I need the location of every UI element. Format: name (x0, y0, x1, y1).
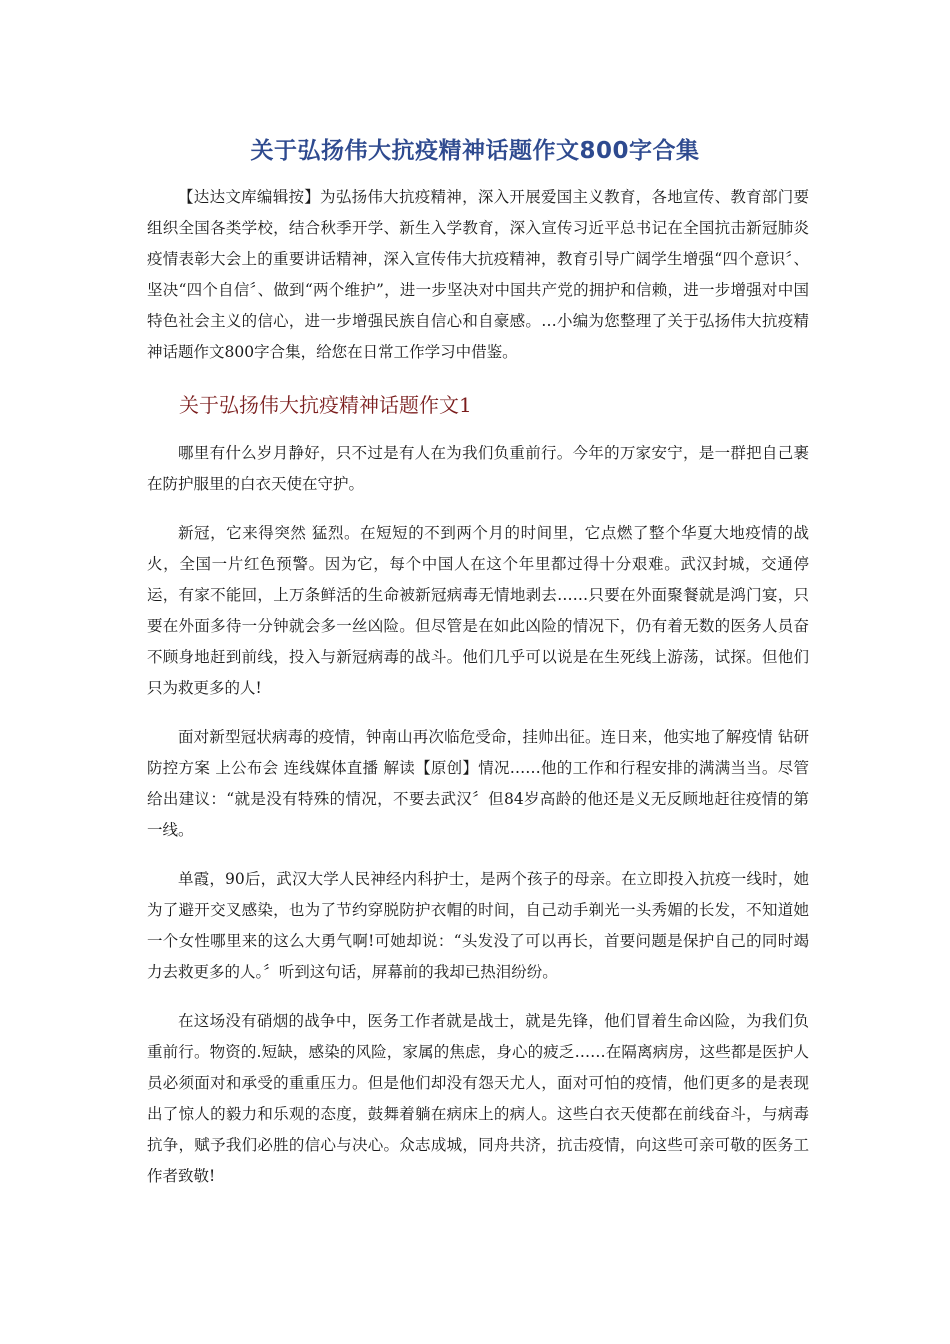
body-paragraph: 哪里有什么岁月静好，只不过是有人在为我们负重前行。今年的万家安宁，是一群把自己裹在防护服里的白衣天使在守护。 (147, 444, 809, 493)
section-heading: 关于弘扬伟大抗疫精神话题作文1 (179, 393, 472, 417)
body-paragraph: 新冠，它来得突然 猛烈。在短短的不到两个月的时间里，它点燃了整个华夏大地疫情的战火，全国一片红色预警。因为它，每个中国人在这个年里都过得十分艰难。武汉封城，交通停运，有家不能回，上万条鲜活的生命被新冠病毒无情地剥去……只要在外面聚餐就是鸿门宴，只要在外面多待一分钟就会多一丝凶险。但尽管是在如此凶险的情况下，仍有着无数的医务人员奋不顾身地赶到前线，投入与新冠病毒的战斗。他们几乎可以说是在生死线上游荡，试探。但他们只为救更多的人! (147, 524, 809, 697)
document-title: 关于弘扬伟大抗疫精神话题作文800字合集 (250, 138, 700, 164)
intro-paragraph: 【达达文库编辑按】为弘扬伟大抗疫精神，深入开展爱国主义教育，各地宣传、教育部门要组织全国各类学校，结合秋季开学、新生入学教育，深入宣传习近平总书记在全国抗击新冠肺炎疫情表彰大会上的重要讲话精神，深入宣传伟大抗疫精神，教育引导广阔学生增强“四个意识〞、坚决“四个自信〞、做到“两个维护”，进一步坚决对中国共产党的拥护和信赖，进一步增强对中国特色社会主义的信心，进一步增强民族自信心和自豪感。…小编为您整理了关于弘扬伟大抗疫精神话题作文800字合集，给您在日常工作学习中借鉴。 (147, 188, 809, 361)
body-paragraph: 在这场没有硝烟的战争中，医务工作者就是战士，就是先锋，他们冒着生命凶险，为我们负重前行。物资的.短缺，感染的风险，家属的焦虑，身心的疲乏……在隔离病房，这些都是医护人员必须面对和承受的重重压力。但是他们却没有怨天尤人，面对可怕的疫情，他们更多的是表现出了惊人的毅力和乐观的态度，鼓舞着躺在病床上的病人。这些白衣天使都在前线奋斗，与病毒抗争，赋予我们必胜的信心与决心。众志成城，同舟共济，抗击疫情，向这些可亲可敬的医务工作者致敬! (147, 1012, 809, 1185)
body-paragraph: 单霞，90后，武汉大学人民神经内科护士，是两个孩子的母亲。在立即投入抗疫一线时，她为了避开交叉感染，也为了节约穿脱防护衣帽的时间，自己动手剃光一头秀媚的长发，不知道她一个女性哪里来的这么大勇气啊!可她却说：“头发没了可以再长，首要问题是保护自己的同时竭力去救更多的人。〞听到这句话，屏幕前的我却已热泪纷纷。 (147, 870, 809, 981)
document-body (147, 182, 809, 1210)
body-paragraph: 面对新型冠状病毒的疫情，钟南山再次临危受命，挂帅出征。连日来，他实地了解疫情 钻研防控方案 上公布会 连线媒体直播 解读【原创】情况……他的工作和行程安排的满满当当。尽管给出建议：“就是没有特殊的情况，不要去武汉〞但84岁高龄的他还是义无反顾地赶往疫情的第一线。 (147, 728, 809, 839)
